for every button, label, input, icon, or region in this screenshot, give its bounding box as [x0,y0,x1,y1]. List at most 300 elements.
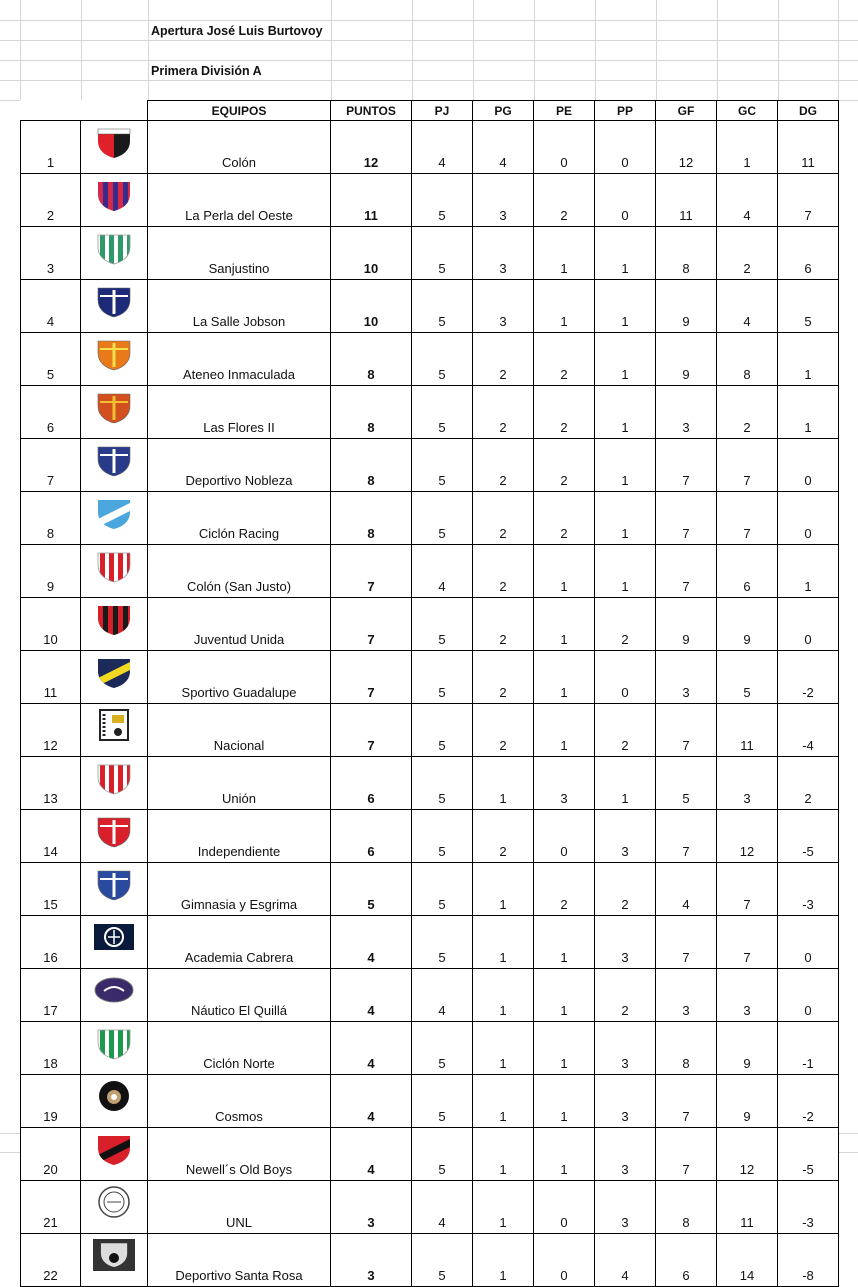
position-cell[interactable]: 3 [21,227,81,280]
crest-cell[interactable] [81,863,148,916]
goals-against-cell[interactable]: 12 [717,1128,778,1181]
goals-against-cell[interactable]: 14 [717,1234,778,1287]
goals-against-cell[interactable]: 11 [717,704,778,757]
la-salle-jobson-crest-icon [92,284,136,318]
crest-cell[interactable] [81,1022,148,1075]
position-cell[interactable]: 21 [21,1181,81,1234]
goals-for-cell[interactable]: 7 [656,545,717,598]
lost-cell[interactable]: 3 [595,1075,656,1128]
drawn-cell[interactable]: 2 [534,863,595,916]
played-cell[interactable]: 5 [412,1234,473,1287]
table-row [21,1181,839,1234]
goal-diff-cell[interactable]: 0 [778,439,839,492]
crest-cell[interactable] [81,1181,148,1234]
crest-cell[interactable] [81,492,148,545]
deportivo-santa-rosa-crest-icon [92,1238,136,1272]
union-crest-icon [92,761,136,795]
crest-cell[interactable] [81,810,148,863]
played-cell[interactable]: 5 [412,863,473,916]
table-row [21,545,839,598]
points-cell[interactable]: 7 [331,598,412,651]
drawn-cell[interactable]: 1 [534,969,595,1022]
won-cell[interactable]: 3 [473,227,534,280]
goals-for-cell[interactable]: 8 [656,1022,717,1075]
drawn-cell[interactable]: 1 [534,704,595,757]
position-cell[interactable]: 12 [21,704,81,757]
lost-cell[interactable]: 1 [595,280,656,333]
played-cell[interactable]: 5 [412,386,473,439]
team-name-cell[interactable]: Colón (San Justo) [148,545,331,598]
lost-cell[interactable]: 1 [595,227,656,280]
goal-diff-cell[interactable]: 1 [778,386,839,439]
crest-cell[interactable] [81,545,148,598]
points-cell[interactable]: 3 [331,1181,412,1234]
goals-against-cell[interactable]: 7 [717,439,778,492]
goal-diff-cell[interactable]: 0 [778,598,839,651]
won-cell[interactable]: 4 [473,121,534,174]
ciclon-norte-crest-icon [92,1026,136,1060]
drawn-cell[interactable]: 1 [534,227,595,280]
team-name-cell[interactable]: Deportivo Santa Rosa [148,1234,331,1287]
won-cell[interactable]: 2 [473,545,534,598]
table-row [21,1234,839,1287]
goals-against-cell[interactable]: 2 [717,227,778,280]
table-row [21,280,839,333]
header-lost[interactable]: PP [595,101,656,121]
won-cell[interactable]: 2 [473,333,534,386]
goals-for-cell[interactable]: 11 [656,174,717,227]
juventud-unida-crest-icon [92,602,136,636]
crest-cell[interactable] [81,651,148,704]
won-cell[interactable]: 1 [473,1128,534,1181]
table-row [21,121,839,174]
crest-cell[interactable] [81,386,148,439]
team-name-cell[interactable]: UNL [148,1181,331,1234]
position-cell[interactable]: 4 [21,280,81,333]
crest-cell[interactable] [81,1075,148,1128]
lost-cell[interactable]: 1 [595,545,656,598]
played-cell[interactable]: 5 [412,492,473,545]
lost-cell[interactable]: 2 [595,863,656,916]
drawn-cell[interactable]: 1 [534,916,595,969]
won-cell[interactable]: 2 [473,598,534,651]
nautico-el-quilla-crest-icon [92,973,136,1007]
goal-diff-cell[interactable]: -1 [778,1022,839,1075]
las-flores-crest-icon [92,390,136,424]
points-cell[interactable]: 4 [331,1022,412,1075]
ateneo-inmaculada-crest-icon [92,337,136,371]
colon-san-justo-crest-icon [92,549,136,583]
goals-for-cell[interactable]: 4 [656,863,717,916]
points-cell[interactable]: 4 [331,1075,412,1128]
points-cell[interactable]: 6 [331,757,412,810]
sanjustino-crest-icon [92,231,136,265]
header-team[interactable]: EQUIPOS [148,101,331,121]
lost-cell[interactable]: 0 [595,121,656,174]
played-cell[interactable]: 5 [412,1022,473,1075]
won-cell[interactable]: 2 [473,651,534,704]
goals-for-cell[interactable]: 3 [656,386,717,439]
crest-cell[interactable] [81,704,148,757]
played-cell[interactable]: 4 [412,121,473,174]
won-cell[interactable]: 1 [473,863,534,916]
points-cell[interactable]: 7 [331,651,412,704]
goals-for-cell[interactable]: 9 [656,333,717,386]
header-blank-crest [81,101,148,121]
drawn-cell[interactable]: 1 [534,1075,595,1128]
won-cell[interactable]: 1 [473,757,534,810]
position-cell[interactable]: 7 [21,439,81,492]
crest-cell[interactable] [81,121,148,174]
won-cell[interactable]: 2 [473,492,534,545]
crest-cell[interactable] [81,174,148,227]
table-row [21,651,839,704]
team-name-cell[interactable]: Cosmos [148,1075,331,1128]
lost-cell[interactable]: 3 [595,1181,656,1234]
table-row [21,757,839,810]
drawn-cell[interactable]: 1 [534,1128,595,1181]
sheet-subtitle: Primera División A [151,64,262,78]
won-cell[interactable]: 1 [473,1075,534,1128]
crest-cell[interactable] [81,1128,148,1181]
lost-cell[interactable]: 2 [595,704,656,757]
position-cell[interactable]: 5 [21,333,81,386]
goals-against-cell[interactable]: 2 [717,386,778,439]
won-cell[interactable]: 1 [473,1022,534,1075]
drawn-cell[interactable]: 1 [534,651,595,704]
points-cell[interactable]: 7 [331,704,412,757]
lost-cell[interactable]: 1 [595,439,656,492]
table-row [21,227,839,280]
position-cell[interactable]: 1 [21,121,81,174]
crest-cell[interactable] [81,280,148,333]
team-name-cell[interactable]: Juventud Unida [148,598,331,651]
goal-diff-cell[interactable]: 0 [778,969,839,1022]
table-row [21,863,839,916]
goal-diff-cell[interactable]: 5 [778,280,839,333]
gridline-horizontal [0,80,858,81]
points-cell[interactable]: 11 [331,174,412,227]
header-points[interactable]: PUNTOS [331,101,412,121]
team-name-cell[interactable]: Nacional [148,704,331,757]
points-cell[interactable]: 10 [331,280,412,333]
goals-for-cell[interactable]: 9 [656,598,717,651]
drawn-cell[interactable]: 1 [534,1022,595,1075]
goals-against-cell[interactable]: 8 [717,333,778,386]
lost-cell[interactable]: 3 [595,1022,656,1075]
header-goal-diff[interactable]: DG [778,101,839,121]
goals-for-cell[interactable]: 7 [656,492,717,545]
lost-cell[interactable]: 1 [595,492,656,545]
goals-for-cell[interactable]: 7 [656,916,717,969]
goal-diff-cell[interactable]: -4 [778,704,839,757]
points-cell[interactable]: 4 [331,916,412,969]
crest-cell[interactable] [81,757,148,810]
nacional-crest-icon [92,708,136,742]
won-cell[interactable]: 1 [473,916,534,969]
sportivo-guadalupe-crest-icon [92,655,136,689]
drawn-cell[interactable]: 0 [534,1181,595,1234]
goals-for-cell[interactable]: 7 [656,810,717,863]
goal-diff-cell[interactable]: -5 [778,1128,839,1181]
won-cell[interactable]: 1 [473,969,534,1022]
goals-against-cell[interactable]: 9 [717,1022,778,1075]
drawn-cell[interactable]: 3 [534,757,595,810]
team-name-cell[interactable]: Ciclón Racing [148,492,331,545]
goals-against-cell[interactable]: 9 [717,1075,778,1128]
crest-cell[interactable] [81,333,148,386]
points-cell[interactable]: 8 [331,492,412,545]
goals-against-cell[interactable]: 3 [717,969,778,1022]
header-row [21,101,839,121]
goal-diff-cell[interactable]: 11 [778,121,839,174]
team-name-cell[interactable]: Ciclón Norte [148,1022,331,1075]
drawn-cell[interactable]: 2 [534,439,595,492]
played-cell[interactable]: 5 [412,757,473,810]
drawn-cell[interactable]: 0 [534,810,595,863]
team-name-cell[interactable]: Independiente [148,810,331,863]
position-cell[interactable]: 10 [21,598,81,651]
position-cell[interactable]: 16 [21,916,81,969]
won-cell[interactable]: 2 [473,439,534,492]
position-cell[interactable]: 8 [21,492,81,545]
goals-for-cell[interactable]: 5 [656,757,717,810]
lost-cell[interactable]: 0 [595,174,656,227]
goal-diff-cell[interactable]: 1 [778,545,839,598]
played-cell[interactable]: 5 [412,916,473,969]
goals-for-cell[interactable]: 7 [656,1075,717,1128]
goals-against-cell[interactable]: 1 [717,121,778,174]
points-cell[interactable]: 12 [331,121,412,174]
la-perla-del-oeste-crest-icon [92,178,136,212]
gridline-horizontal [0,40,858,41]
points-cell[interactable]: 7 [331,545,412,598]
table-row [21,969,839,1022]
goals-against-cell[interactable]: 6 [717,545,778,598]
goal-diff-cell[interactable]: 1 [778,333,839,386]
points-cell[interactable]: 5 [331,863,412,916]
drawn-cell[interactable]: 1 [534,598,595,651]
lost-cell[interactable]: 2 [595,598,656,651]
table-row [21,386,839,439]
position-cell[interactable]: 17 [21,969,81,1022]
table-row [21,174,839,227]
team-name-cell[interactable]: La Salle Jobson [148,280,331,333]
played-cell[interactable]: 4 [412,545,473,598]
colon-crest-icon [92,125,136,159]
drawn-cell[interactable]: 1 [534,280,595,333]
goals-for-cell[interactable]: 6 [656,1234,717,1287]
points-cell[interactable]: 8 [331,386,412,439]
won-cell[interactable]: 2 [473,704,534,757]
drawn-cell[interactable]: 1 [534,545,595,598]
position-cell[interactable]: 18 [21,1022,81,1075]
goals-against-cell[interactable]: 12 [717,810,778,863]
points-cell[interactable]: 8 [331,439,412,492]
unl-crest-icon [92,1185,136,1219]
team-name-cell[interactable]: Sanjustino [148,227,331,280]
position-cell[interactable]: 15 [21,863,81,916]
table-row [21,598,839,651]
goal-diff-cell[interactable]: -2 [778,651,839,704]
position-cell[interactable]: 22 [21,1234,81,1287]
crest-cell[interactable] [81,227,148,280]
goal-diff-cell[interactable]: -8 [778,1234,839,1287]
team-name-cell[interactable]: Newell´s Old Boys [148,1128,331,1181]
played-cell[interactable]: 5 [412,1075,473,1128]
newells-old-boys-crest-icon [92,1132,136,1166]
goals-against-cell[interactable]: 7 [717,492,778,545]
points-cell[interactable]: 3 [331,1234,412,1287]
team-name-cell[interactable]: Sportivo Guadalupe [148,651,331,704]
played-cell[interactable]: 5 [412,227,473,280]
won-cell[interactable]: 1 [473,1181,534,1234]
goals-against-cell[interactable]: 4 [717,174,778,227]
points-cell[interactable]: 6 [331,810,412,863]
team-name-cell[interactable]: Gimnasia y Esgrima [148,863,331,916]
crest-cell[interactable] [81,439,148,492]
goals-against-cell[interactable]: 7 [717,916,778,969]
lost-cell[interactable]: 4 [595,1234,656,1287]
independiente-crest-icon [92,814,136,848]
drawn-cell[interactable]: 0 [534,1234,595,1287]
table-row [21,492,839,545]
goals-for-cell[interactable]: 9 [656,280,717,333]
goals-against-cell[interactable]: 5 [717,651,778,704]
crest-cell[interactable] [81,598,148,651]
played-cell[interactable]: 5 [412,333,473,386]
position-cell[interactable]: 2 [21,174,81,227]
header-goals-against[interactable]: GC [717,101,778,121]
lost-cell[interactable]: 1 [595,333,656,386]
goal-diff-cell[interactable]: -3 [778,1181,839,1234]
played-cell[interactable]: 5 [412,1128,473,1181]
goals-against-cell[interactable]: 11 [717,1181,778,1234]
played-cell[interactable]: 5 [412,810,473,863]
gimnasia-y-esgrima-crest-icon [92,867,136,901]
goal-diff-cell[interactable]: -5 [778,810,839,863]
lost-cell[interactable]: 1 [595,386,656,439]
goals-for-cell[interactable]: 7 [656,439,717,492]
crest-cell[interactable] [81,916,148,969]
team-name-cell[interactable]: Unión [148,757,331,810]
goal-diff-cell[interactable]: 0 [778,492,839,545]
goals-against-cell[interactable]: 4 [717,280,778,333]
won-cell[interactable]: 1 [473,1234,534,1287]
won-cell[interactable]: 2 [473,386,534,439]
header-goals-for[interactable]: GF [656,101,717,121]
goal-diff-cell[interactable]: 6 [778,227,839,280]
crest-cell[interactable] [81,1234,148,1287]
goals-against-cell[interactable]: 7 [717,863,778,916]
played-cell[interactable]: 5 [412,439,473,492]
lost-cell[interactable]: 3 [595,1128,656,1181]
position-cell[interactable]: 13 [21,757,81,810]
points-cell[interactable]: 10 [331,227,412,280]
team-name-cell[interactable]: Náutico El Quillá [148,969,331,1022]
team-name-cell[interactable]: Las Flores II [148,386,331,439]
drawn-cell[interactable]: 2 [534,174,595,227]
goals-for-cell[interactable]: 3 [656,969,717,1022]
played-cell[interactable]: 5 [412,174,473,227]
lost-cell[interactable]: 2 [595,969,656,1022]
points-cell[interactable]: 4 [331,969,412,1022]
goals-against-cell[interactable]: 3 [717,757,778,810]
goals-for-cell[interactable]: 8 [656,1181,717,1234]
header-drawn[interactable]: PE [534,101,595,121]
lost-cell[interactable]: 3 [595,916,656,969]
goals-for-cell[interactable]: 7 [656,1128,717,1181]
drawn-cell[interactable]: 0 [534,121,595,174]
gridline-horizontal [0,20,858,21]
team-name-cell[interactable]: Academia Cabrera [148,916,331,969]
table-row [21,1128,839,1181]
team-name-cell[interactable]: Ateneo Inmaculada [148,333,331,386]
goals-for-cell[interactable]: 3 [656,651,717,704]
table-row [21,916,839,969]
crest-cell[interactable] [81,969,148,1022]
team-name-cell[interactable]: Colón [148,121,331,174]
team-name-cell[interactable]: La Perla del Oeste [148,174,331,227]
goals-for-cell[interactable]: 8 [656,227,717,280]
played-cell[interactable]: 5 [412,280,473,333]
played-cell[interactable]: 5 [412,704,473,757]
goals-for-cell[interactable]: 12 [656,121,717,174]
won-cell[interactable]: 3 [473,280,534,333]
goals-for-cell[interactable]: 7 [656,704,717,757]
won-cell[interactable]: 2 [473,810,534,863]
deportivo-nobleza-crest-icon [92,443,136,477]
header-won[interactable]: PG [473,101,534,121]
table-row [21,704,839,757]
sheet-title: Apertura José Luis Burtovoy [151,24,323,38]
won-cell[interactable]: 3 [473,174,534,227]
position-cell[interactable]: 20 [21,1128,81,1181]
position-cell[interactable]: 9 [21,545,81,598]
goals-against-cell[interactable]: 9 [717,598,778,651]
drawn-cell[interactable]: 2 [534,386,595,439]
gridline-horizontal [0,60,858,61]
played-cell[interactable]: 4 [412,969,473,1022]
lost-cell[interactable]: 0 [595,651,656,704]
team-name-cell[interactable]: Deportivo Nobleza [148,439,331,492]
played-cell[interactable]: 5 [412,651,473,704]
table-row [21,333,839,386]
played-cell[interactable]: 5 [412,598,473,651]
goal-diff-cell[interactable]: 7 [778,174,839,227]
ciclon-racing-crest-icon [92,496,136,530]
table-row [21,1075,839,1128]
points-cell[interactable]: 8 [331,333,412,386]
goal-diff-cell[interactable]: -3 [778,863,839,916]
drawn-cell[interactable]: 2 [534,492,595,545]
points-cell[interactable]: 4 [331,1128,412,1181]
table-row [21,1022,839,1075]
goal-diff-cell[interactable]: 0 [778,916,839,969]
goal-diff-cell[interactable]: 2 [778,757,839,810]
position-cell[interactable]: 11 [21,651,81,704]
cosmos-crest-icon [92,1079,136,1113]
goal-diff-cell[interactable]: -2 [778,1075,839,1128]
position-cell[interactable]: 14 [21,810,81,863]
header-played[interactable]: PJ [412,101,473,121]
drawn-cell[interactable]: 2 [534,333,595,386]
position-cell[interactable]: 6 [21,386,81,439]
lost-cell[interactable]: 3 [595,810,656,863]
played-cell[interactable]: 4 [412,1181,473,1234]
position-cell[interactable]: 19 [21,1075,81,1128]
lost-cell[interactable]: 1 [595,757,656,810]
